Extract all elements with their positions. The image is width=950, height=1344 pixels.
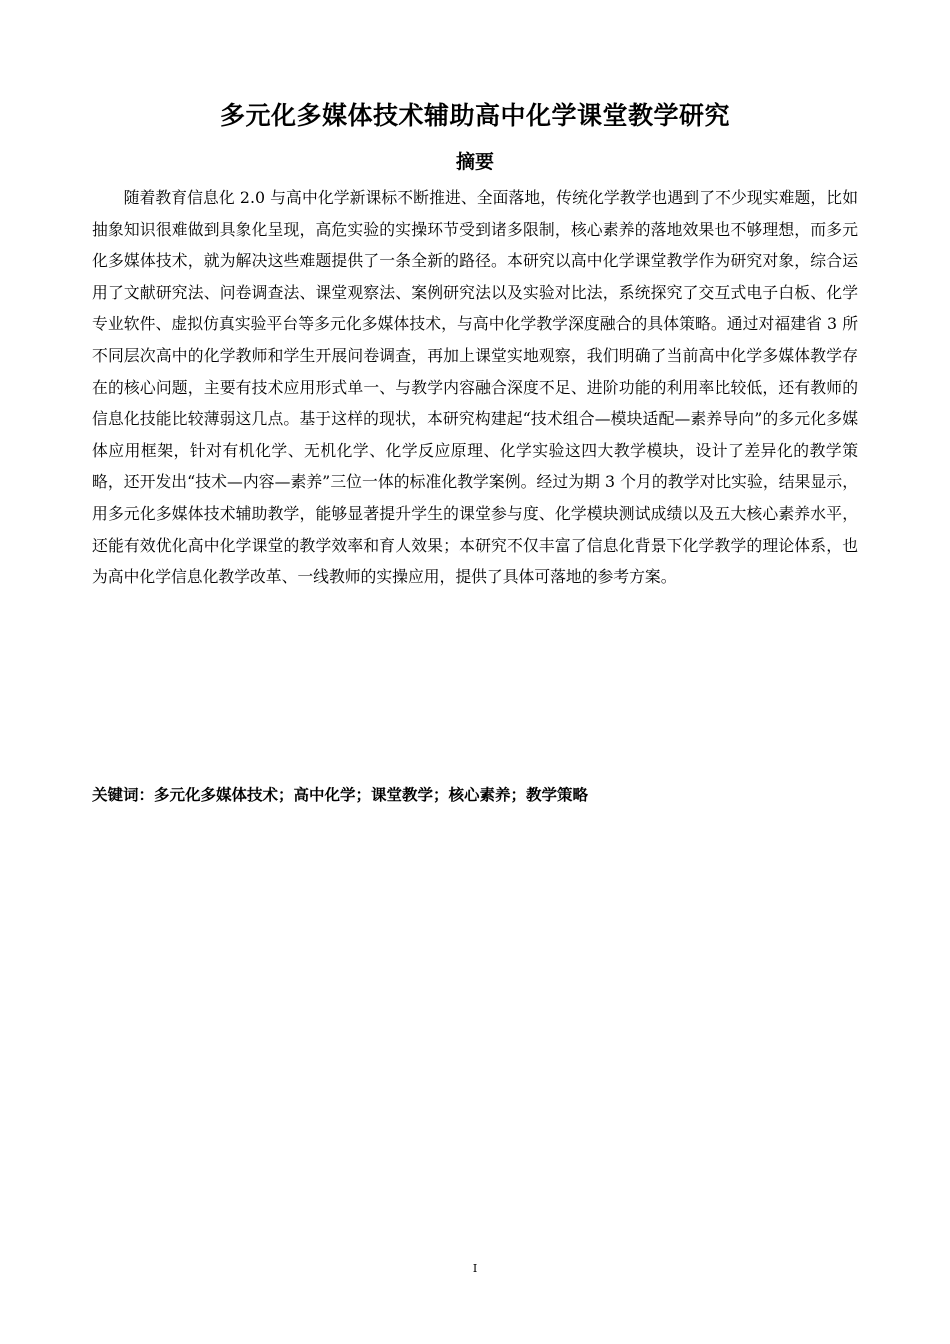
keywords-line: 关键词：多元化多媒体技术；高中化学；课堂教学；核心素养；教学策略 bbox=[92, 786, 589, 804]
page-number: I bbox=[472, 1262, 478, 1275]
abstract-heading: 摘要 bbox=[455, 151, 494, 173]
abstract-body: 随着教育信息化 2.0 与高中化学新课标不断推进、全面落地，传统化学教学也遇到了不少现实难题，比如抽象知识很难做到具象化呈现，高危实验的实操环节受到诸多限制，核心素养的落地效果也不够理想，而多元化多媒体技术，就为解决这些难题提供了一条全新的路径。本研究以高中化学课堂教学作为研究对象，综合运用了文献研究法、问卷调查法、课堂观察法、案例研究法以及实验对比法，系统探究了交互式电子白板、化学专业软件、虚拟仿真实验平台等多元化多媒体技术，与高中化学教学深度融合的具体策略。通过对福建省 3 所不同层次高中的化学教师和学生开展问卷调查，再加上课堂实地观察，我们明确了当前高中化学多媒体教学存在的核心问题，主要有技术应用形式单一、与教学内容融合深度不足、进阶功能的利用率比较低，还有教师的信息化技能比较薄弱这几点。基于这样的现状，本研究构建起“技术组合—模块适配—素养导向”的多元化多媒体应用框架，针对有机化学、无机化学、化学反应原理、化学实验这四大教学模块，设计了差异化的教学策略，还开发出“技术—内容—素养”三位一体的标准化教学案例。经过为期 3 个月的教学对比实验，结果显示，用多元化多媒体技术辅助教学，能够显著提升学生的课堂参与度、化学模块测试成绩以及五大核心素养水平，还能有效优化高中化学课堂的教学效率和育人效果；本研究不仅丰富了信息化背景下化学教学的理论体系，也为高中化学信息化教学改革、一线教师的实操应用，提供了具体可落地的参考方案。 bbox=[92, 188, 858, 587]
paper-title: 多元化多媒体技术辅助高中化学课堂教学研究 bbox=[219, 101, 730, 130]
